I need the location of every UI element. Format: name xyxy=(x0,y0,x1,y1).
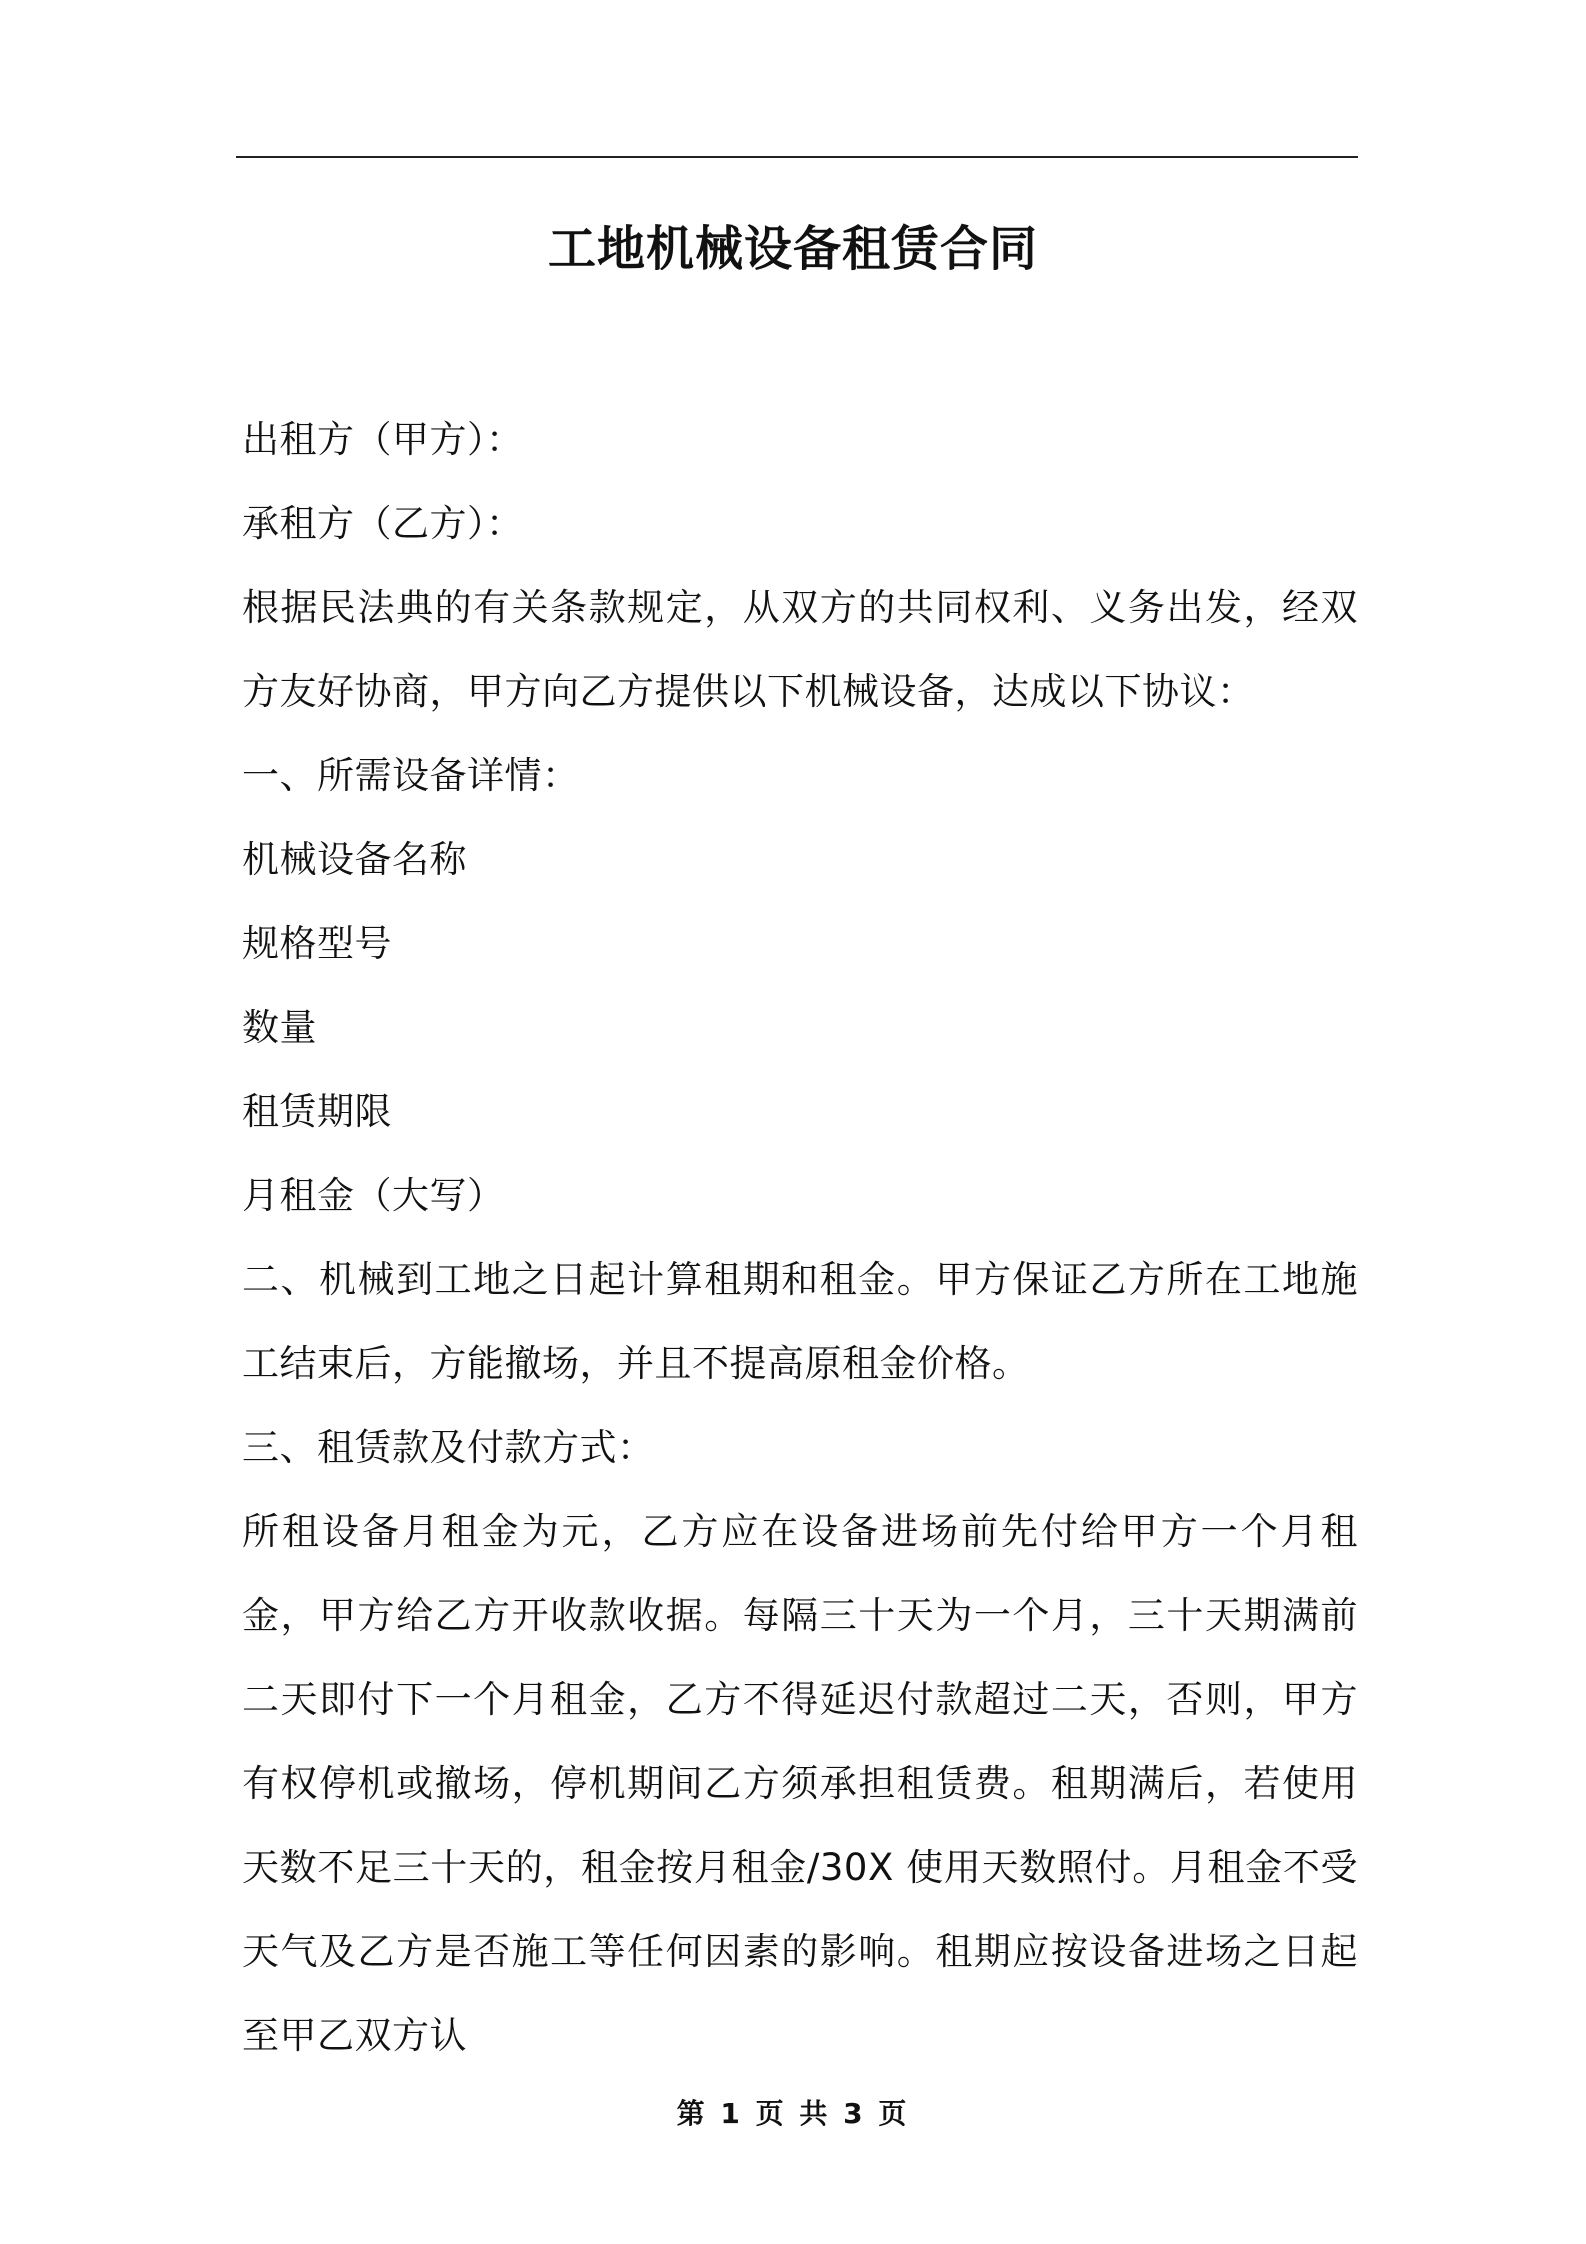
payment-terms-paragraph: 所租设备月租金为元，乙方应在设备进场前先付给甲方一个月租金，甲方给乙方开收款收据。每隔三十天为一个月，三十天期满前二天即付下一个月租金，乙方不得延迟付款超过二天，否则，甲方有权停机或撤场，停机期间乙方须承担租赁费。租期满后，若使用天数不足三十天的，租金按月租金/30X 使用天数照付。月租金不受天气及乙方是否施工等任何因素的影响。租期应按设备进场之日起至甲乙双方认 xyxy=(242,1510,1358,2057)
document-body xyxy=(242,398,1358,2078)
equipment-name-field: 机械设备名称 xyxy=(242,838,467,881)
preamble-paragraph: 根据民法典的有关条款规定，从双方的共同权利、义务出发，经双方友好协商，甲方向乙方提供以下机械设备，达成以下协议： xyxy=(242,586,1358,713)
lease-term-field: 租赁期限 xyxy=(242,1090,392,1133)
page-footer: 第 1 页 共 3 页 xyxy=(676,2097,910,2130)
section-1-heading: 一、所需设备详情： xyxy=(242,754,580,797)
header-rule xyxy=(236,156,1358,158)
spec-model-field: 规格型号 xyxy=(242,922,392,965)
document-title: 工地机械设备租赁合同 xyxy=(547,221,1038,277)
monthly-rent-field: 月租金（大写） xyxy=(242,1174,505,1217)
section-2-paragraph: 二、机械到工地之日起计算租期和租金。甲方保证乙方所在工地施工结束后，方能撤场，并且不提高原租金价格。 xyxy=(242,1258,1358,1385)
quantity-field: 数量 xyxy=(242,1006,317,1049)
party-a-line: 出租方（甲方）： xyxy=(242,418,524,461)
party-b-line: 承租方（乙方）： xyxy=(242,502,524,545)
section-3-heading: 三、租赁款及付款方式： xyxy=(242,1426,655,1469)
